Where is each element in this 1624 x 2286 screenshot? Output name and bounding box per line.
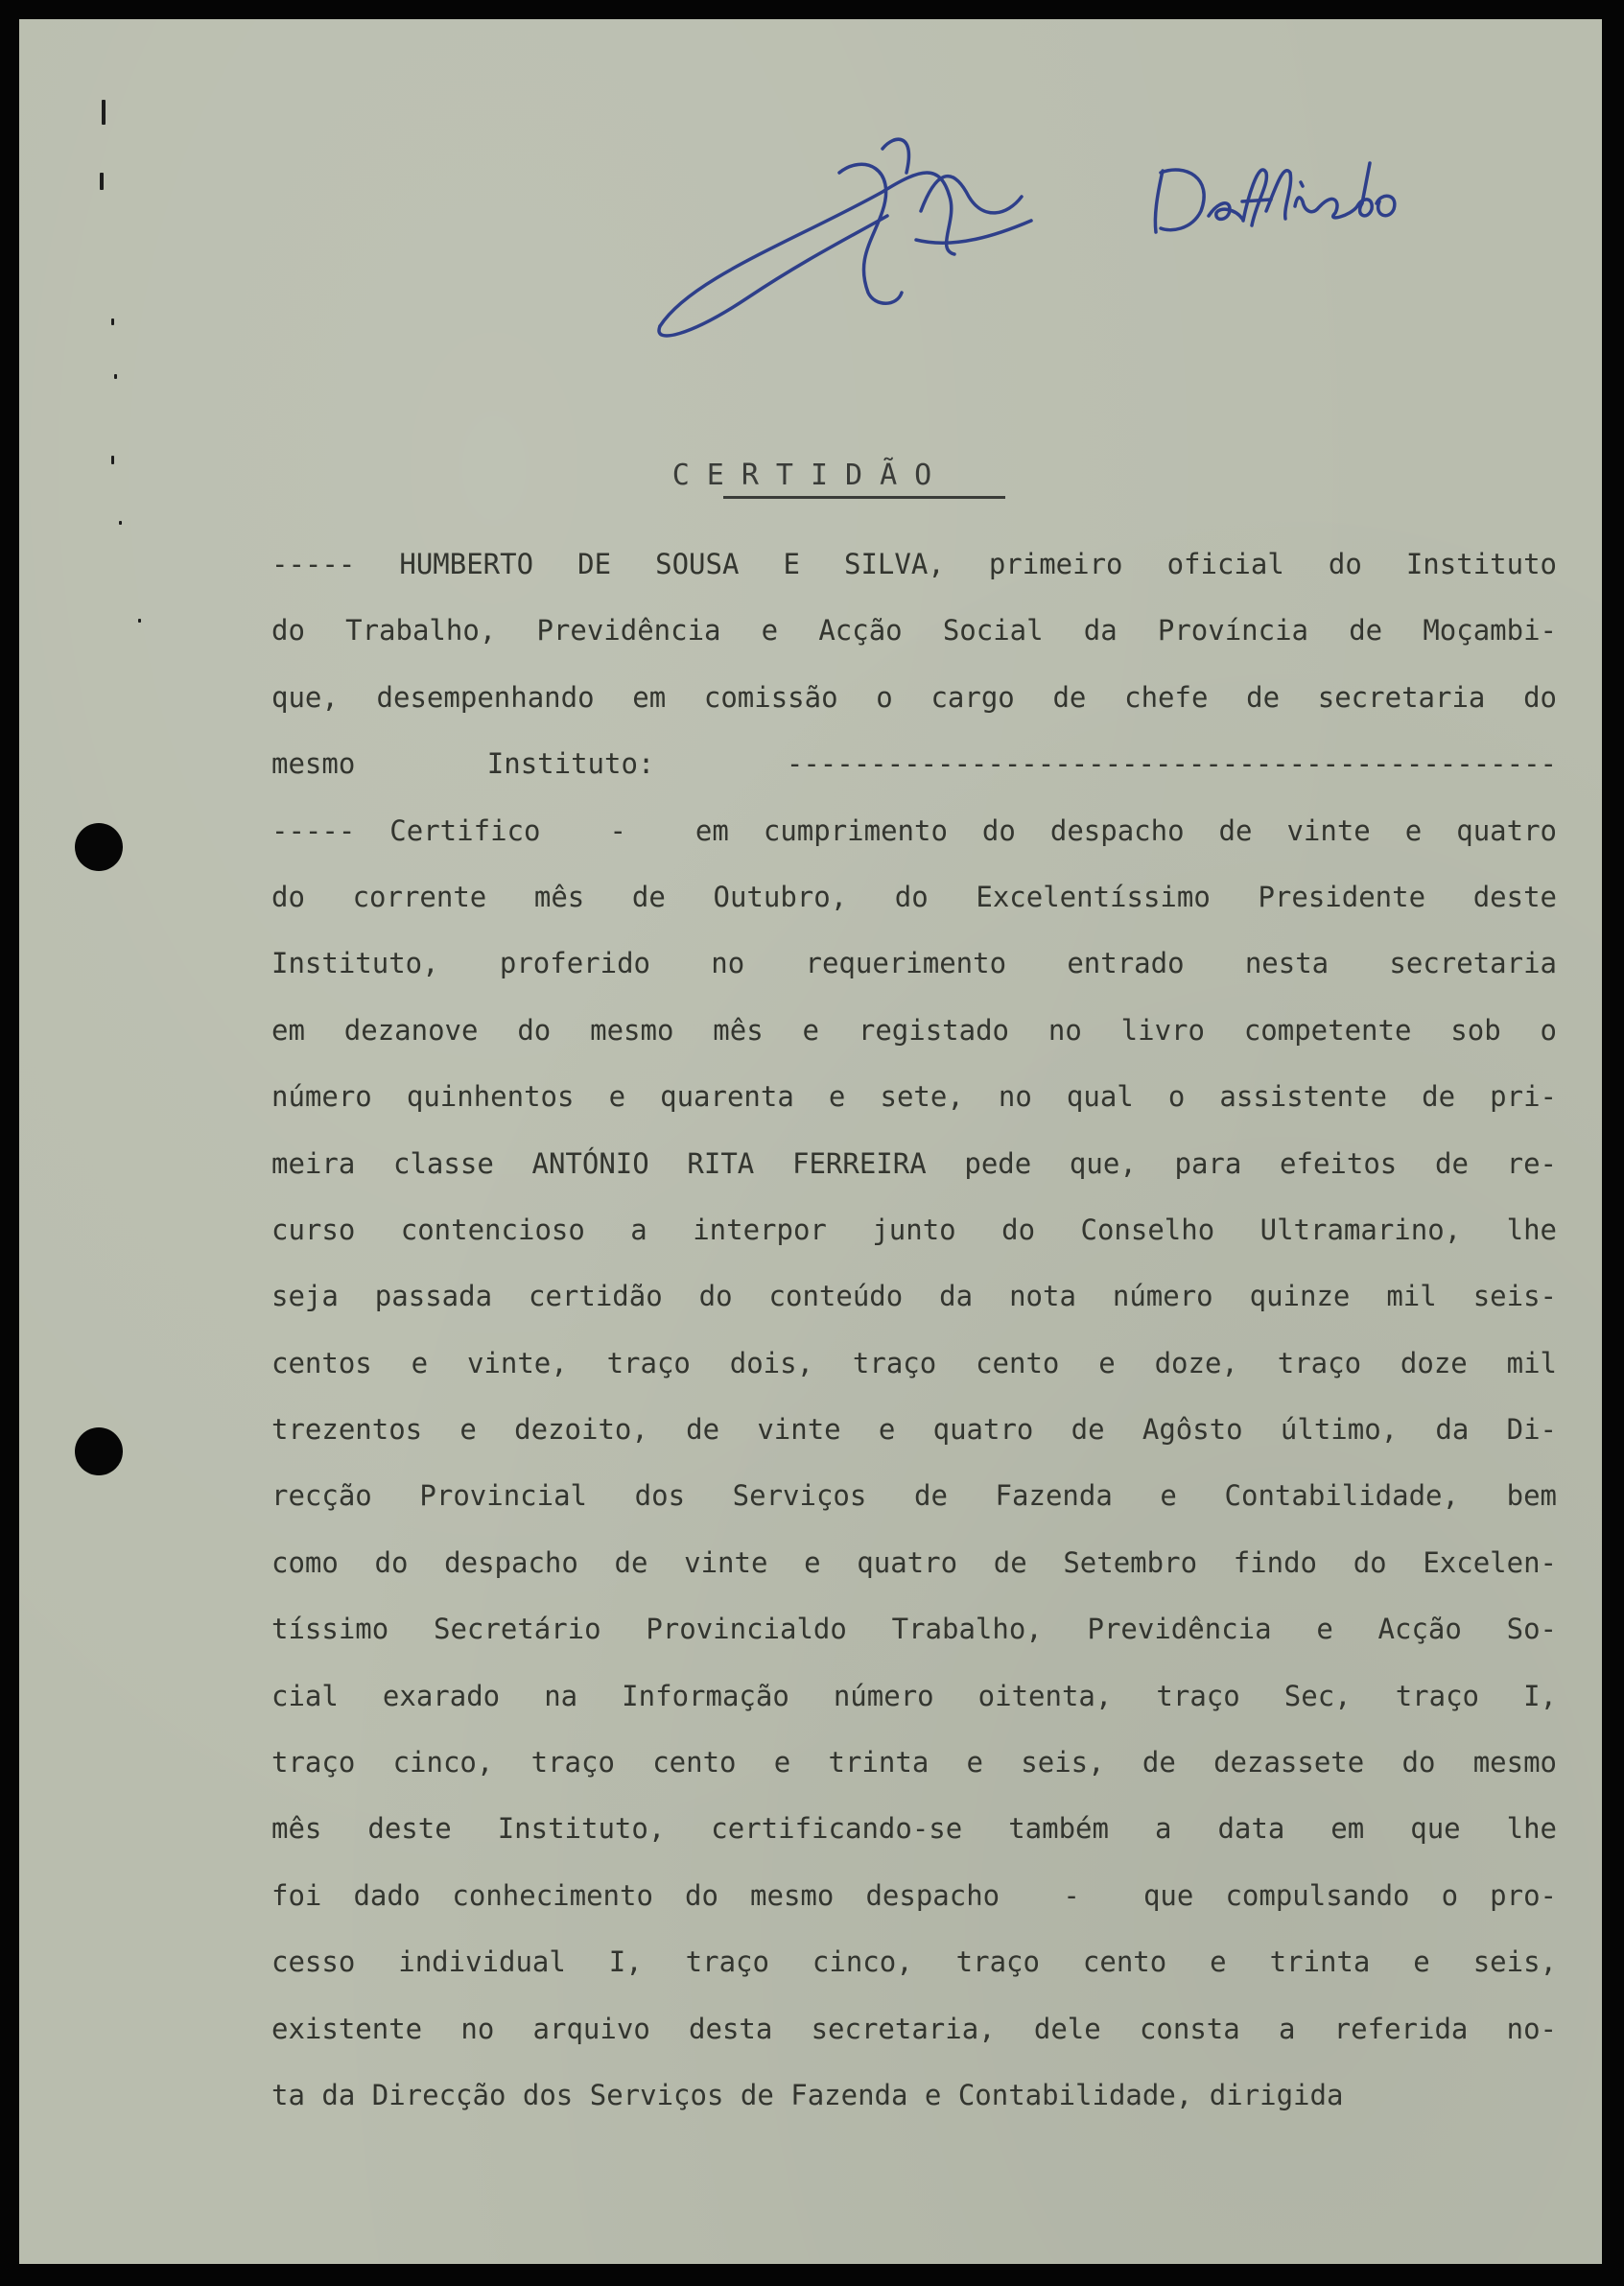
body-line: ta da Direcção dos Serviços de Fazenda e Contabilidade, dirigida (271, 2078, 1344, 2111)
body-line: que, desempenhando em comissão o cargo de chefe de secretaria do (271, 680, 1557, 714)
body-line: trezentos e dezoito, de vinte e quatro de Agôsto último, da Di- (271, 1413, 1557, 1447)
body-line: do Trabalho, Previdência e Acção Social da Província de Moçambi- (271, 614, 1557, 648)
document-page (19, 19, 1602, 2264)
title-underline (723, 496, 1005, 499)
body-line: curso contencioso a interpor junto do Conselho Ultramarino, lhe (271, 1213, 1557, 1246)
body-line: foi dado conhecimento do mesmo despacho - que compulsando o pro- (271, 1878, 1557, 1912)
body-line: recção Provincial dos Serviços de Fazenda e Contabilidade, bem (271, 1479, 1557, 1513)
body-line: seja passada certidão do conteúdo da nota número quinze mil seis- (271, 1280, 1557, 1313)
body-line: ----- Certifico - em cumprimento do despacho de vinte e quatro (271, 813, 1557, 847)
certificate-body (271, 531, 1557, 2129)
punch-hole-lower (75, 1427, 123, 1475)
document-title: CERTIDÃO (671, 459, 950, 492)
body-line: traço cinco, traço cento e trinta e seis, de dezassete do mesmo (271, 1746, 1557, 1779)
edge-mark (119, 521, 122, 525)
body-line: existente no arquivo desta secretaria, dele consta a referida no- (271, 2012, 1557, 2045)
body-line: cial exarado na Informação número oitenta, traço Sec, traço I, (271, 1679, 1557, 1712)
body-line: centos e vinte, traço dois, traço cento e doze, traço doze mil (271, 1346, 1557, 1379)
body-line: número quinhentos e quarenta e sete, no qual o assistente de pri- (271, 1080, 1557, 1114)
body-line: tíssimo Secretário Provincialdo Trabalho, Previdência e Acção So- (271, 1613, 1557, 1646)
body-line: mesmo Instituto: ---------------------------------------------- (271, 747, 1557, 781)
body-line: do corrente mês de Outubro, do Excelentíssimo Presidente deste (271, 880, 1557, 913)
body-line: ----- HUMBERTO DE SOUSA E SILVA, primeiro oficial do Instituto (271, 548, 1557, 580)
body-line: como do despacho de vinte e quatro de Setembro findo do Excelen- (271, 1545, 1557, 1579)
body-line: Instituto, proferido no requerimento entrado nesta secretaria (271, 947, 1557, 980)
body-line: cesso individual I, traço cinco, traço cento e trinta e seis, (271, 1945, 1557, 1979)
signature (659, 139, 1031, 336)
body-line: em dezanove do mesmo mês e registado no livro competente sob o (271, 1013, 1557, 1047)
handwriting-area (19, 19, 1602, 422)
edge-mark (138, 619, 141, 623)
body-line: mês deste Instituto, certificando-se também a data em que lhe (271, 1812, 1557, 1846)
handwritten-annotation-deferido (1155, 163, 1394, 232)
body-line: meira classe ANTÓNIO RITA FERREIRA pede que, para efeitos de re- (271, 1146, 1557, 1180)
punch-hole-upper (75, 823, 123, 871)
